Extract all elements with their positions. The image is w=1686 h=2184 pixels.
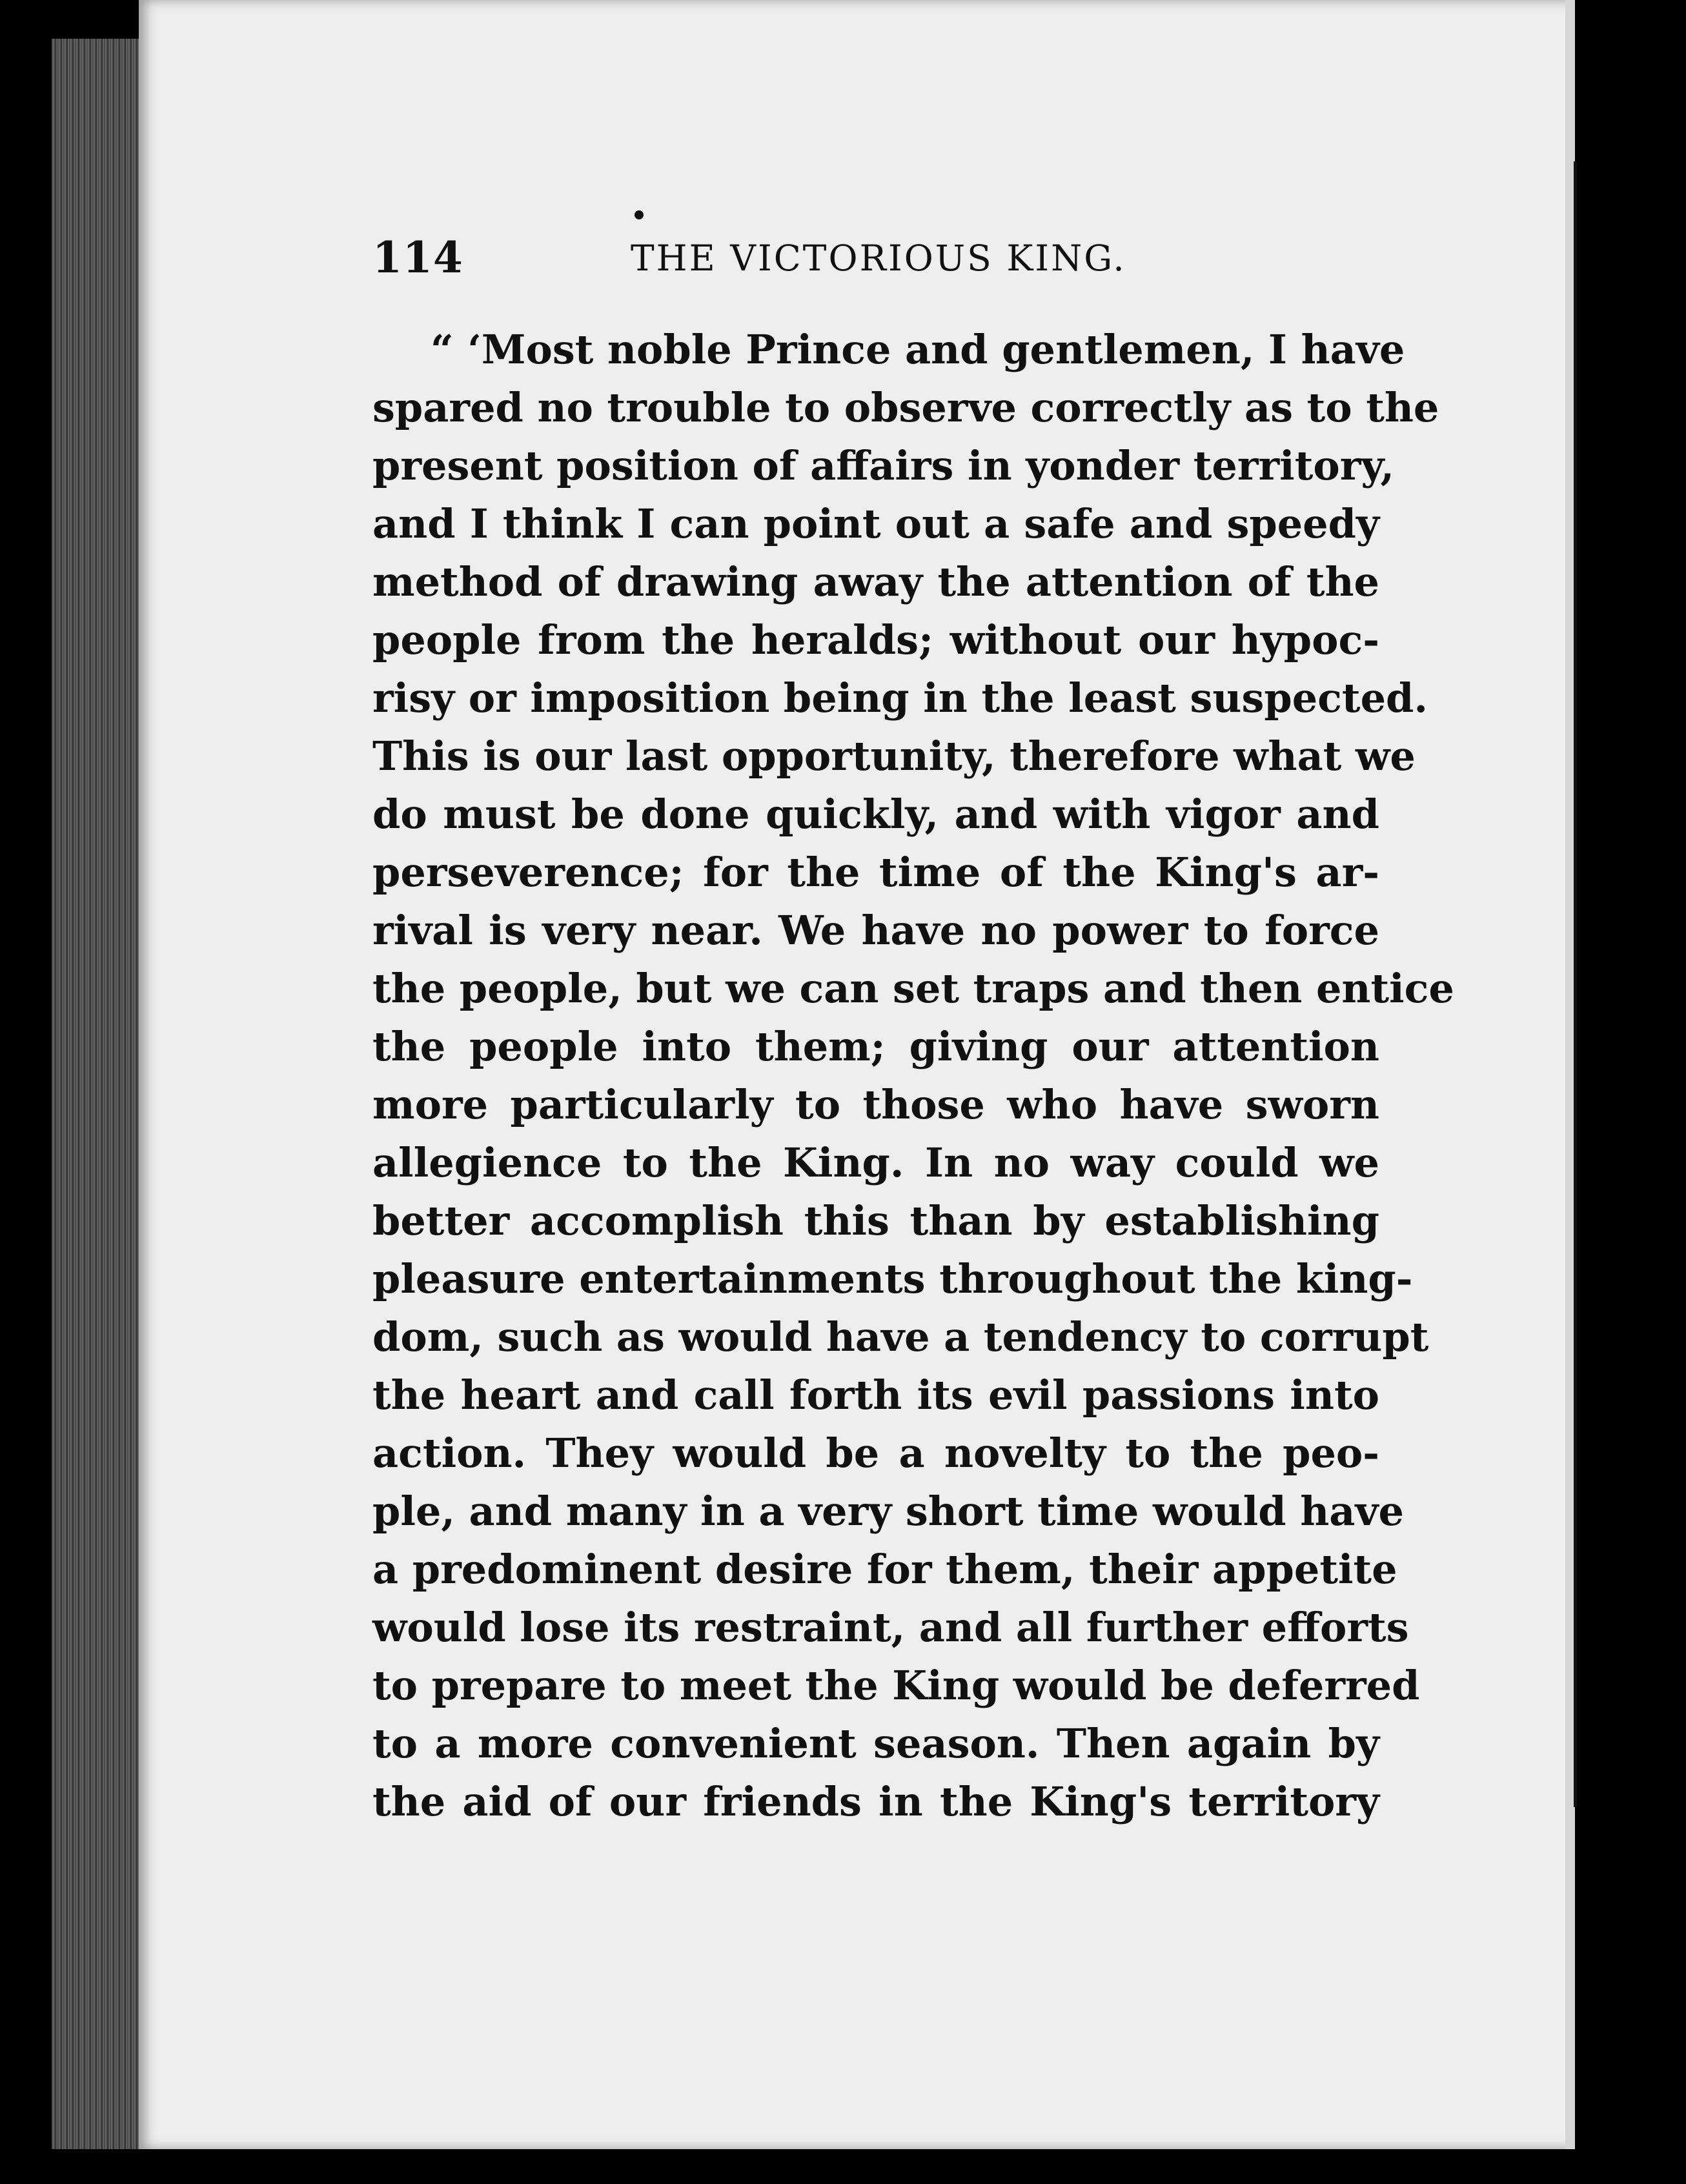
text-line: perseverence; for the time of the King's ar- bbox=[372, 849, 1379, 896]
text-line: the heart and call forth its evil passions into bbox=[372, 1371, 1379, 1419]
text-line: action. They would be a novelty to the peo- bbox=[372, 1430, 1379, 1477]
text-line: risy or imposition being in the least suspected. bbox=[372, 674, 1428, 722]
text-line: and I think I can point out a safe and speedy bbox=[372, 500, 1379, 547]
text-line: a predominent desire for them, their appetite bbox=[372, 1546, 1397, 1593]
text-line: This is our last opportunity, therefore what we bbox=[372, 733, 1416, 780]
text-line: better accomplish this than by establishing bbox=[372, 1197, 1379, 1244]
text-line: people from the heralds; without our hypoc- bbox=[372, 616, 1379, 663]
text-line: to a more convenient season. Then again by bbox=[372, 1720, 1379, 1767]
text-line: method of drawing away the attention of the bbox=[372, 558, 1379, 605]
text-line: allegience to the King. In no way could we bbox=[372, 1139, 1379, 1186]
text-line: “ ‘Most noble Prince and gentlemen, I have bbox=[431, 326, 1405, 373]
page-stack-edge bbox=[52, 39, 148, 2149]
text-line: spared no trouble to observe correctly as to the bbox=[372, 384, 1439, 431]
text-line: ple, and many in a very short time would have bbox=[372, 1488, 1404, 1535]
text-line: more particularly to those who have sworn bbox=[372, 1081, 1379, 1128]
running-title: THE VICTORIOUS KING. bbox=[631, 238, 1126, 279]
text-line: the people, but we can set traps and then entice bbox=[372, 965, 1454, 1012]
text-line: present position of affairs in yonder territory, bbox=[372, 442, 1395, 489]
text-line: pleasure entertainments throughout the king- bbox=[372, 1255, 1413, 1302]
page-number: 114 bbox=[372, 232, 463, 283]
text-line: the aid of our friends in the King's territory bbox=[372, 1778, 1379, 1825]
body-text bbox=[372, 321, 1454, 1831]
facing-page-shadow bbox=[1575, 0, 1686, 2184]
text-line: the people into them; giving our attention bbox=[372, 1023, 1379, 1070]
text-line: to prepare to meet the King would be deferred bbox=[372, 1662, 1420, 1709]
facing-page-edge bbox=[1574, 161, 1586, 1807]
text-line: rival is very near. We have no power to force bbox=[372, 907, 1379, 954]
running-head bbox=[372, 232, 1392, 297]
header-dot-mark bbox=[635, 210, 644, 219]
text-line: dom, such as would have a tendency to corrupt bbox=[372, 1313, 1429, 1360]
text-line: do must be done quickly, and with vigor and bbox=[372, 791, 1379, 838]
text-line: would lose its restraint, and all further efforts bbox=[372, 1604, 1409, 1651]
